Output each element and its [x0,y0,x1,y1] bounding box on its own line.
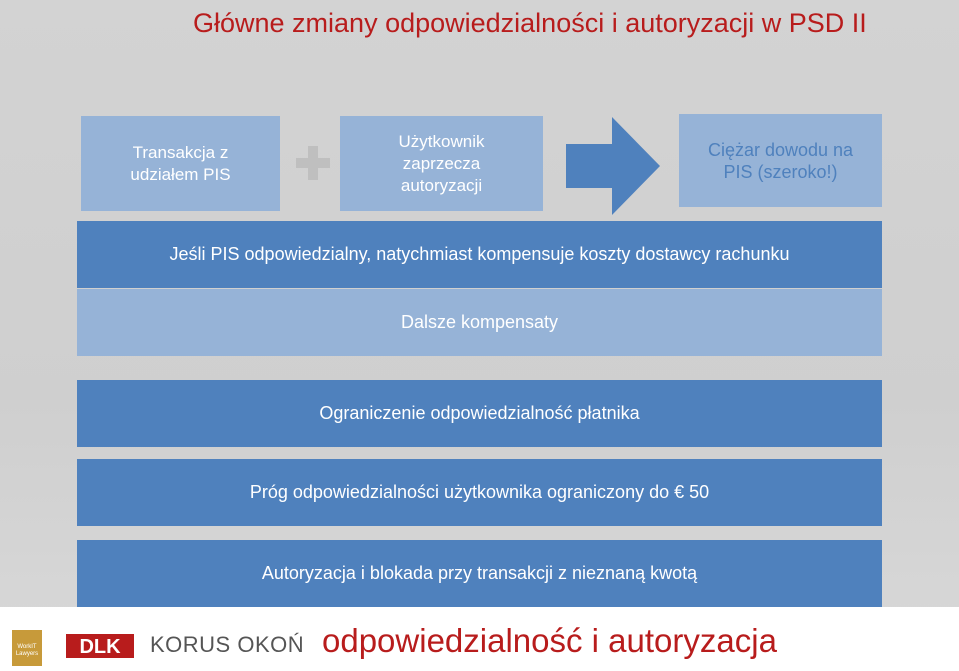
row-payer-liability-limit: Ograniczenie odpowiedzialność płatnika [77,380,882,447]
row-authorization-block: Autoryzacja i blokada przy transakcji z nieznaną kwotą [77,540,882,607]
dlk-logo [66,634,134,658]
row-further-compensation: Dalsze kompensaty [77,289,882,356]
flow-box-line: udziałem PIS [130,164,231,184]
workit-logo: WorkIT Lawyers [12,630,42,666]
flow-box-burden-of-proof [679,114,882,207]
flow-box-line: Użytkownik [398,131,485,151]
korus-okon-logo: KORUS OKOŃ [150,632,305,657]
flow-box-line: autoryzacji [400,175,483,195]
flow-box-line: Ciężar dowodu na [707,139,854,160]
footer-section-title: odpowiedzialność i autoryzacja [322,622,777,659]
flow-box-line: Transakcja z [132,142,229,162]
row-user-liability-threshold: Próg odpowiedzialności użytkownika ograniczony do € 50 [77,459,882,526]
plus-icon [296,146,330,180]
flow-box-line: zaprzecza [402,153,481,173]
flow-box-line: PIS (szeroko!) [723,161,838,182]
row-pis-compensation: Jeśli PIS odpowiedzialny, natychmiast kompensuje koszty dostawcy rachunku [77,221,882,288]
slide-title: Główne zmiany odpowiedzialności i autoryzacji w PSD II [193,8,867,38]
dlk-logo-text: DLK [79,636,121,658]
flow-box-user-denies [340,116,543,211]
flow-box-transaction [81,116,280,211]
arrow-right-icon [566,117,662,215]
